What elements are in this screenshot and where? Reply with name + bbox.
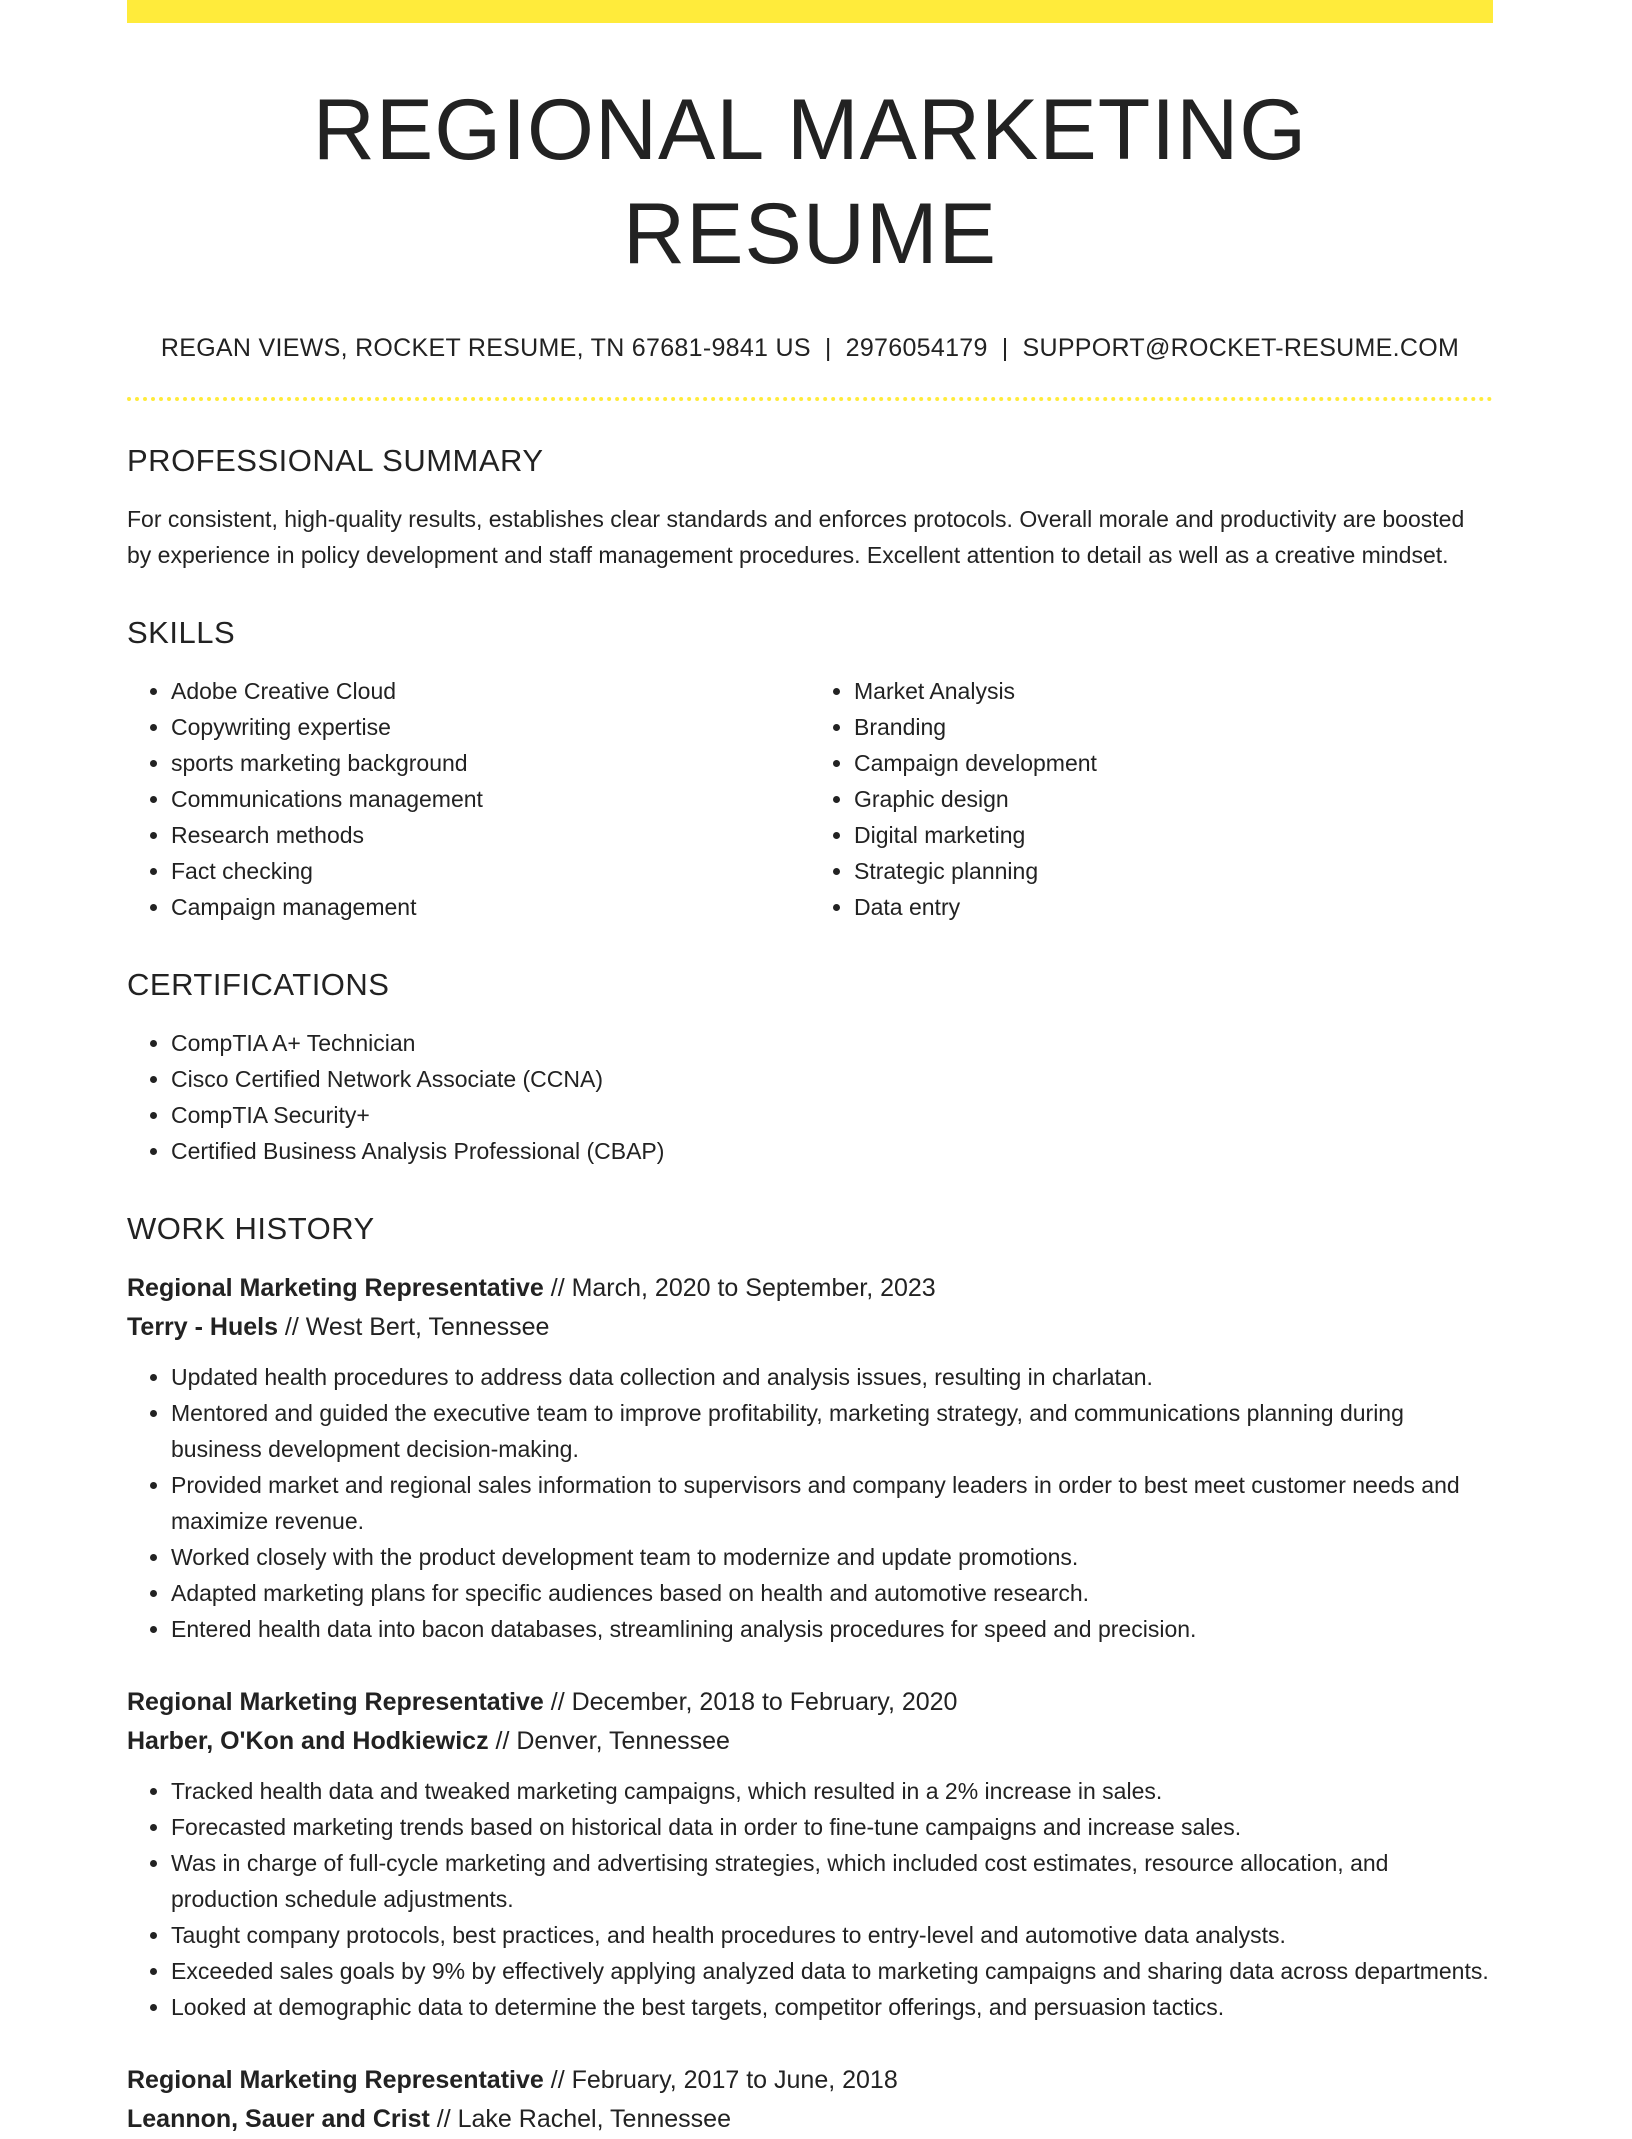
certifications-heading: CERTIFICATIONS <box>127 967 390 1002</box>
job-bullet: • Forecasted marketing trends based on historical data in order to fine-tune campaigns and increase sales. <box>171 1809 1493 1845</box>
job-entry <box>127 2061 1493 2139</box>
job-company: Leannon, Sauer and Crist <box>127 2105 430 2133</box>
job-bullets <box>127 1773 1493 2025</box>
skill-item: • Campaign development <box>854 745 1493 781</box>
certifications-list <box>127 1025 1493 1169</box>
skill-item: • Copywriting expertise <box>171 709 810 745</box>
contact-address: REGAN VIEWS, ROCKET RESUME, TN 67681-9841 US <box>160 334 811 362</box>
job-bullet: • Was in charge of full-cycle marketing and advertising strategies, which included cost estimates, resource allocation, and production schedule adjustments. <box>171 1845 1493 1917</box>
job-title: Regional Marketing Representative <box>127 2066 544 2094</box>
job-company-line <box>127 2100 1493 2139</box>
contact-email: SUPPORT@ROCKET-RESUME.COM <box>1022 334 1460 362</box>
certification-item: • CompTIA A+ Technician <box>171 1025 1493 1061</box>
job-title-line <box>127 1683 1493 1722</box>
skill-item: • sports marketing background <box>171 745 810 781</box>
job-bullet: • Updated health procedures to address data collection and analysis issues, resulting in charlatan. <box>171 1359 1493 1395</box>
job-entry <box>127 1683 1493 2025</box>
skill-item: • Strategic planning <box>854 853 1493 889</box>
summary-heading: PROFESSIONAL SUMMARY <box>127 443 544 478</box>
job-dates: // December, 2018 to February, 2020 <box>543 1688 958 1716</box>
job-dates: // February, 2017 to June, 2018 <box>543 2066 898 2094</box>
skills-list-right <box>810 673 1493 925</box>
certification-item: • Cisco Certified Network Associate (CCNA) <box>171 1061 1493 1097</box>
certification-item: • CompTIA Security+ <box>171 1097 1493 1133</box>
job-location: // Lake Rachel, Tennessee <box>429 2105 731 2133</box>
job-location: // West Bert, Tennessee <box>277 1313 550 1341</box>
skills-columns <box>127 673 1493 925</box>
job-title: Regional Marketing Representative <box>127 1688 544 1716</box>
job-company: Terry - Huels <box>127 1313 278 1341</box>
skill-item: • Digital marketing <box>854 817 1493 853</box>
contact-line <box>127 334 1493 363</box>
job-company: Harber, O'Kon and Hodkiewicz <box>127 1727 489 1755</box>
skill-item: • Campaign management <box>171 889 810 925</box>
job-bullet: • Adapted marketing plans for specific audiences based on health and automotive research. <box>171 1575 1493 1611</box>
job-title-line <box>127 1269 1493 1308</box>
skill-item: • Adobe Creative Cloud <box>171 673 810 709</box>
skill-item: • Communications management <box>171 781 810 817</box>
job-bullet: • Exceeded sales goals by 9% by effectively applying analyzed data to marketing campaigns and sharing data across departments. <box>171 1953 1493 1989</box>
job-bullet: • Mentored and guided the executive team to improve profitability, marketing strategy, and communications planning during business development decision-making. <box>171 1395 1493 1467</box>
skills-heading: SKILLS <box>127 615 236 650</box>
summary-text: For consistent, high-quality results, establishes clear standards and enforces protocols. Overall morale and productivity are boosted by experience in policy development and staff management procedures. Excellent attention to detail as well as a creative mindset. <box>127 506 1465 568</box>
contact-phone: 2976054179 <box>845 334 988 362</box>
job-bullets <box>127 1359 1493 1647</box>
job-location: // Denver, Tennessee <box>488 1727 730 1755</box>
contact-separator: | <box>1001 334 1009 362</box>
contact-separator: | <box>824 334 832 362</box>
resume-content <box>127 0 1493 2139</box>
job-bullet: • Entered health data into bacon databases, streamlining analysis procedures for speed and precision. <box>171 1611 1493 1647</box>
dotted-divider <box>127 397 1493 401</box>
job-entry <box>127 1269 1493 1647</box>
skill-item: • Market Analysis <box>854 673 1493 709</box>
work-history-heading: WORK HISTORY <box>127 1211 375 1246</box>
skill-item: • Graphic design <box>854 781 1493 817</box>
skill-item: • Research methods <box>171 817 810 853</box>
skill-item: • Data entry <box>854 889 1493 925</box>
job-bullet: • Looked at demographic data to determine the best targets, competitor offerings, and persuasion tactics. <box>171 1989 1493 2025</box>
job-company-line <box>127 1722 1493 1761</box>
skill-item: • Fact checking <box>171 853 810 889</box>
job-bullet: • Provided market and regional sales information to supervisors and company leaders in order to best meet customer needs and maximize revenue. <box>171 1467 1493 1539</box>
certification-item: • Certified Business Analysis Professional (CBAP) <box>171 1133 1493 1169</box>
resume-title: REGIONAL MARKETING RESUME <box>312 82 1308 282</box>
job-bullet: • Worked closely with the product development team to modernize and update promotions. <box>171 1539 1493 1575</box>
skill-item: • Branding <box>854 709 1493 745</box>
job-title: Regional Marketing Representative <box>127 1274 544 1302</box>
job-bullet: • Tracked health data and tweaked marketing campaigns, which resulted in a 2% increase in sales. <box>171 1773 1493 1809</box>
skills-list-left <box>127 673 810 925</box>
work-history-list <box>127 1269 1493 2139</box>
job-title-line <box>127 2061 1493 2100</box>
job-company-line <box>127 1308 1493 1347</box>
job-dates: // March, 2020 to September, 2023 <box>543 1274 936 1302</box>
job-bullet: • Taught company protocols, best practices, and health procedures to entry-level and automotive data analysts. <box>171 1917 1493 1953</box>
